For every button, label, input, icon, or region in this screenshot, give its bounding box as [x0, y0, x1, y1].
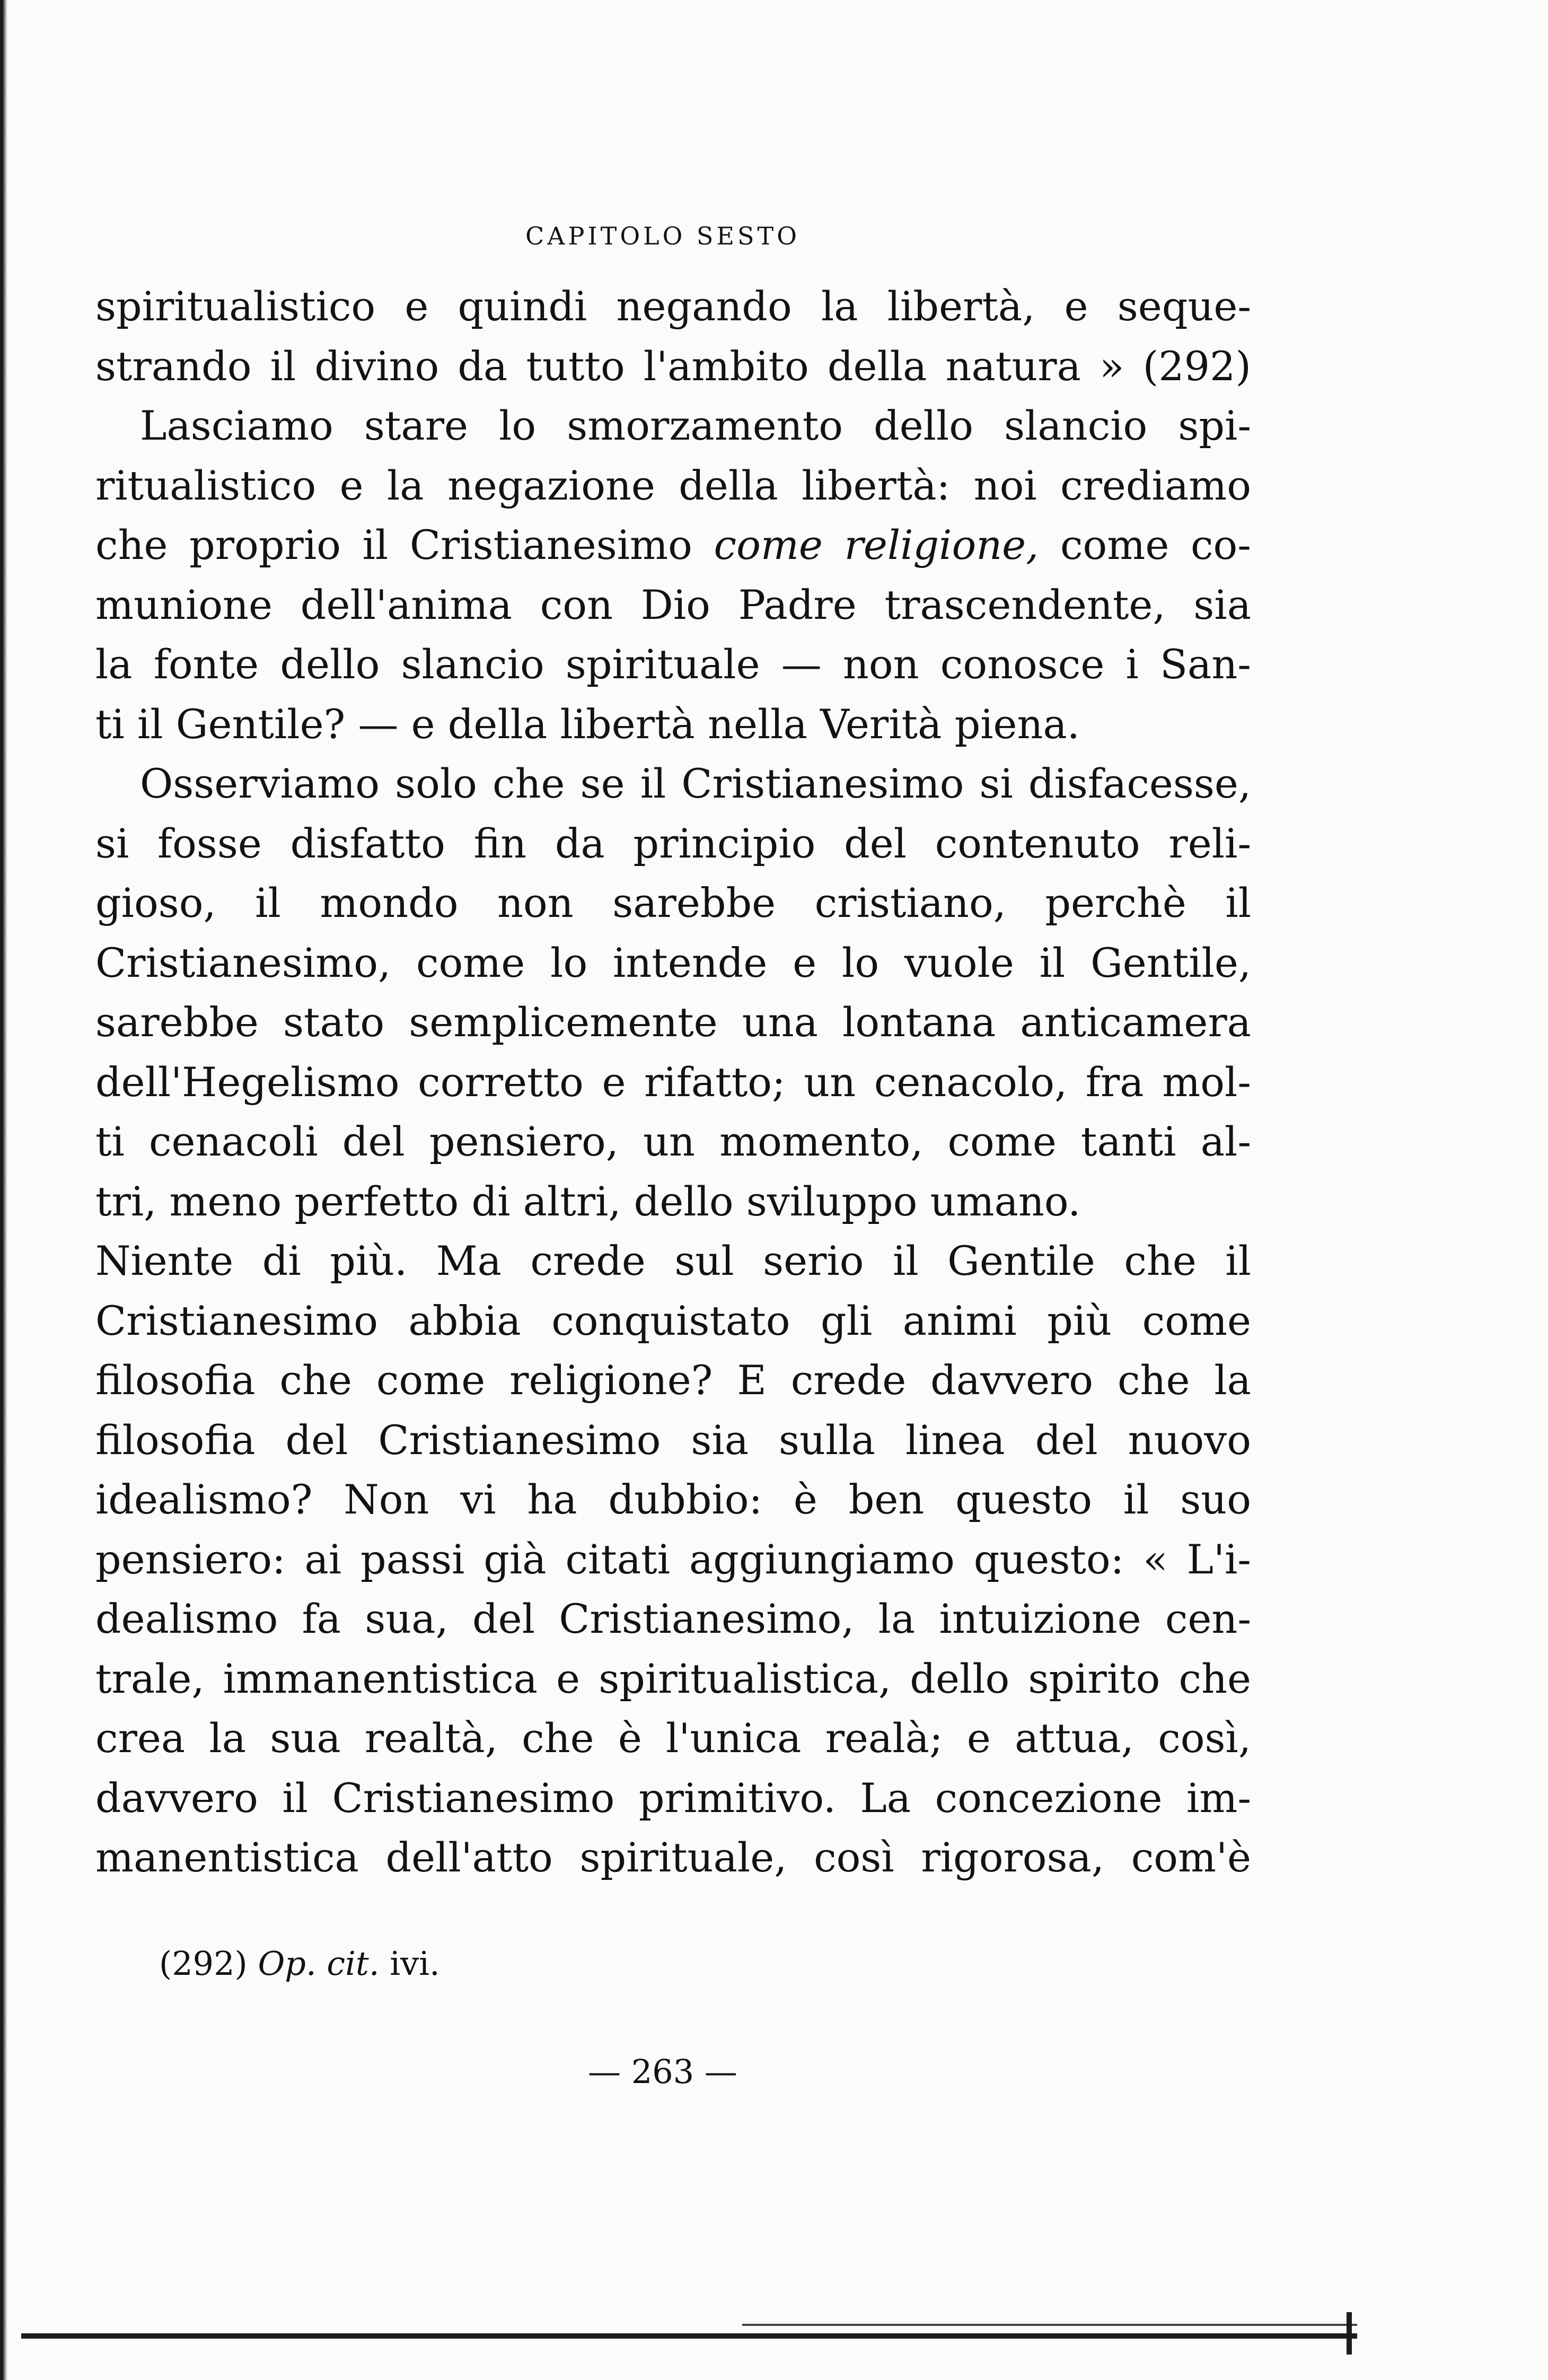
footnote-number: (292) [159, 1944, 248, 1983]
text-line: Cristianesimo, come lo intende e lo vuole il Gentile, [95, 939, 1251, 986]
italic-phrase: come religione, [714, 521, 1039, 568]
scan-bottom-edge [21, 2333, 1357, 2339]
text-line: filosofia del Cristianesimo sia sulla linea del nuovo [95, 1416, 1251, 1464]
text-line: Lasciamo stare lo smorzamento dello slancio spi- [140, 402, 1251, 449]
footnote [159, 1944, 440, 1983]
text-line: ritualistico e la negazione della libertà: noi crediamo [95, 461, 1251, 509]
footnote-citation-rest: ivi. [379, 1944, 440, 1983]
text-line: Cristianesimo abbia conquistato gli animi più come [95, 1297, 1251, 1344]
text-line: spiritualistico e quindi negando la libertà, e seque- [95, 283, 1251, 330]
body-text [95, 277, 1251, 1888]
text-line: dell'Hegelismo corretto e rifatto; un cenacolo, fra mol- [95, 1058, 1251, 1106]
text-line: ti cenacoli del pensiero, un momento, come tanti al- [95, 1118, 1251, 1165]
running-head: CAPITOLO SESTO [525, 222, 800, 250]
text-line: crea la sua realtà, che è l'unica realà; e attua, così, [95, 1714, 1251, 1762]
footnote-citation: Op. cit. [258, 1944, 380, 1983]
scan-bottom-line [742, 2324, 1357, 2326]
text-segment: che proprio il Cristianesimo [95, 521, 714, 568]
text-segment: come co- [1039, 521, 1251, 568]
text-line: trale, immanentistica e spiritualistica, dello spirito che [95, 1655, 1251, 1702]
scan-edge-shadow [0, 0, 7, 2380]
text-line: la fonte dello slancio spirituale — non conosce i San- [95, 641, 1251, 688]
text-line: munione dell'anima con Dio Padre trascendente, sia [95, 581, 1251, 628]
text-line: ti il Gentile? — e della libertà nella Verità piena. [95, 700, 1080, 748]
text-line: davvero il Cristianesimo primitivo. La concezione im- [95, 1774, 1251, 1822]
text-line: manentistica dell'atto spirituale, così rigorosa, com'è [95, 1834, 1251, 1881]
text-line: filosofia che come religione? E crede davvero che la [95, 1357, 1251, 1404]
text-line: Niente di più. Ma crede sul serio il Gentile che il [95, 1237, 1251, 1284]
text-line: Osserviamo solo che se il Cristianesimo si disfacesse, [140, 760, 1251, 807]
text-line: idealismo? Non vi ha dubbio: è ben questo il suo [95, 1476, 1251, 1523]
text-line: si fosse disfatto fin da principio del contenuto reli- [95, 819, 1251, 867]
text-line: sarebbe stato semplicemente una lontana anticamera [95, 999, 1251, 1046]
text-line: tri, meno perfetto di altri, dello sviluppo umano. [95, 1177, 1081, 1225]
text-line-mixed [95, 515, 1251, 575]
scan-corner-mark [1347, 2312, 1352, 2355]
text-line: dealismo fa sua, del Cristianesimo, la intuizione cen- [95, 1595, 1251, 1642]
text-line: strando il divino da tutto l'ambito della natura » (292) [95, 342, 1251, 390]
text-line: pensiero: ai passi già citati aggiungiamo questo: « L'i- [95, 1535, 1251, 1583]
page-number: — 263 — [588, 2052, 737, 2091]
text-line: gioso, il mondo non sarebbe cristiano, perchè il [95, 879, 1251, 926]
